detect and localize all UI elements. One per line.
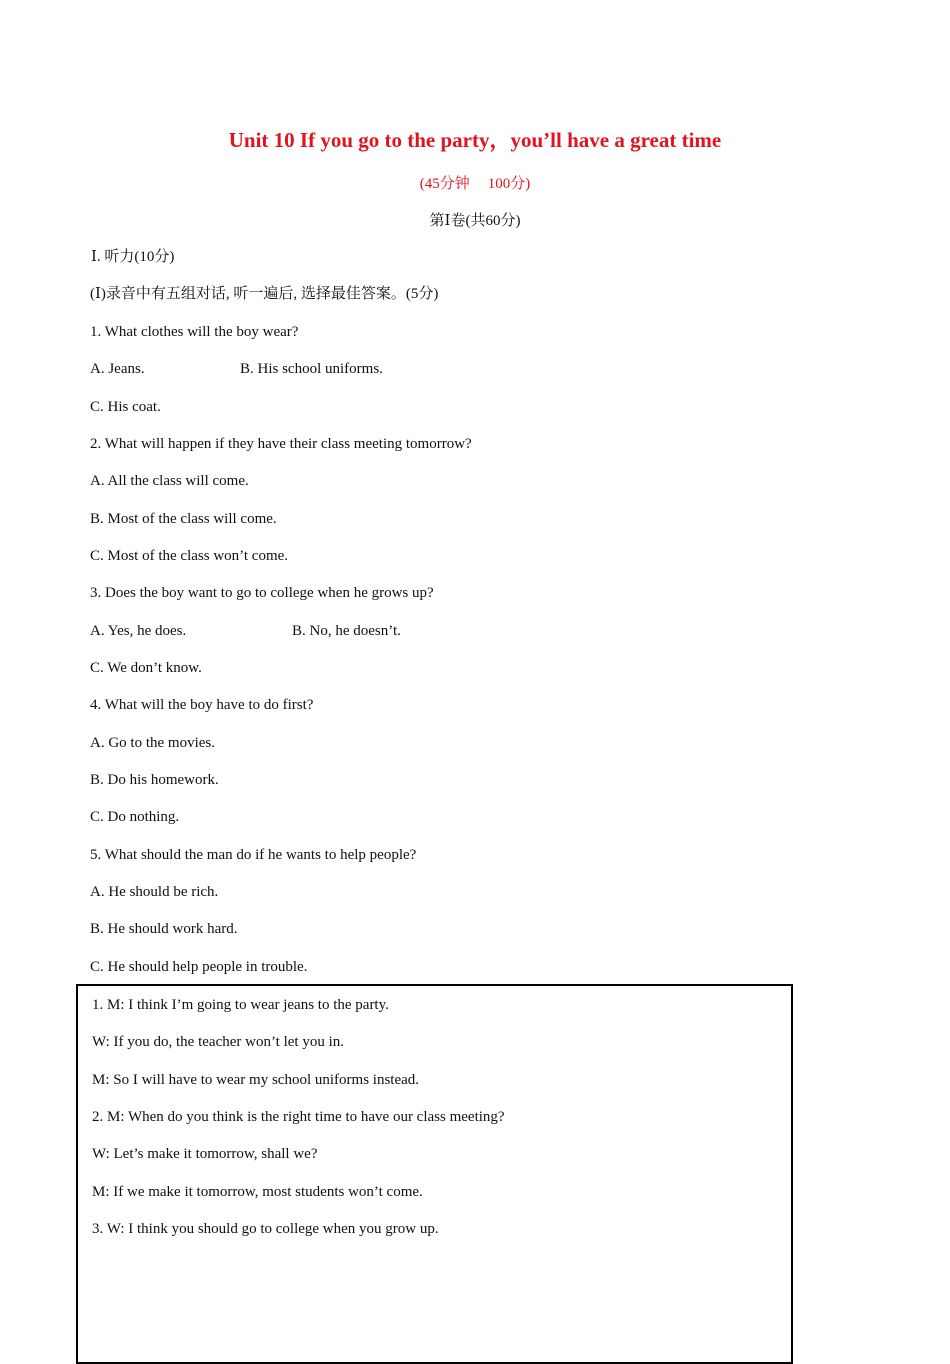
question-2-option-a: A. All the class will come. [90,473,249,489]
question-5-option-c: C. He should help people in trouble. [90,959,308,975]
question-4-option-a: A. Go to the movies. [90,735,215,751]
section-instruction: (Ⅰ)录音中有五组对话, 听一遍后, 选择最佳答案。(5分) [90,286,439,302]
transcript-line: 2. M: When do you think is the right time to have our class meeting? [92,1109,505,1125]
question-3-stem: 3. Does the boy want to go to college when he grows up? [90,585,434,601]
question-4-option-b: B. Do his homework. [90,772,219,788]
transcript-box [76,984,793,1364]
transcript-line: 1. M: I think I’m going to wear jeans to the party. [92,997,389,1013]
score-label: 100分) [487,176,531,192]
question-1-stem: 1. What clothes will the boy wear? [90,324,299,340]
question-4-stem: 4. What will the boy have to do first? [90,697,314,713]
question-5-option-a: A. He should be rich. [90,884,219,900]
transcript-line: 3. W: I think you should go to college when you grow up. [92,1221,439,1237]
question-4-option-c: C. Do nothing. [90,809,180,825]
question-2-stem: 2. What will happen if they have their class meeting tomorrow? [90,436,472,452]
transcript-line: W: Let’s make it tomorrow, shall we? [92,1146,318,1162]
transcript-line: M: If we make it tomorrow, most students won’t come. [92,1184,423,1200]
question-1-option-b: B. His school uniforms. [240,361,383,377]
question-2-option-c: C. Most of the class won’t come. [90,548,289,564]
time-score-line [0,172,950,193]
time-label: (45分钟 [419,176,470,192]
question-1-option-c: C. His coat. [90,399,161,415]
question-3-option-a: A. Yes, he does. [90,623,187,639]
question-2-option-b: B. Most of the class will come. [90,511,277,527]
part-heading: 第Ⅰ卷(共60分) [429,213,521,229]
question-3-option-b: B. No, he doesn’t. [292,623,401,639]
question-5-option-b: B. He should work hard. [90,921,238,937]
question-3-option-c: C. We don’t know. [90,660,202,676]
transcript-line: M: So I will have to wear my school uniforms instead. [92,1072,420,1088]
question-5-stem: 5. What should the man do if he wants to help people? [90,847,417,863]
document-title: Unit 10 If you go to the party，you’ll have a great time [228,128,722,152]
section-heading: Ⅰ. 听力(10分) [91,249,175,265]
question-1-option-a: A. Jeans. [90,361,145,377]
transcript-line: W: If you do, the teacher won’t let you in. [92,1034,345,1050]
